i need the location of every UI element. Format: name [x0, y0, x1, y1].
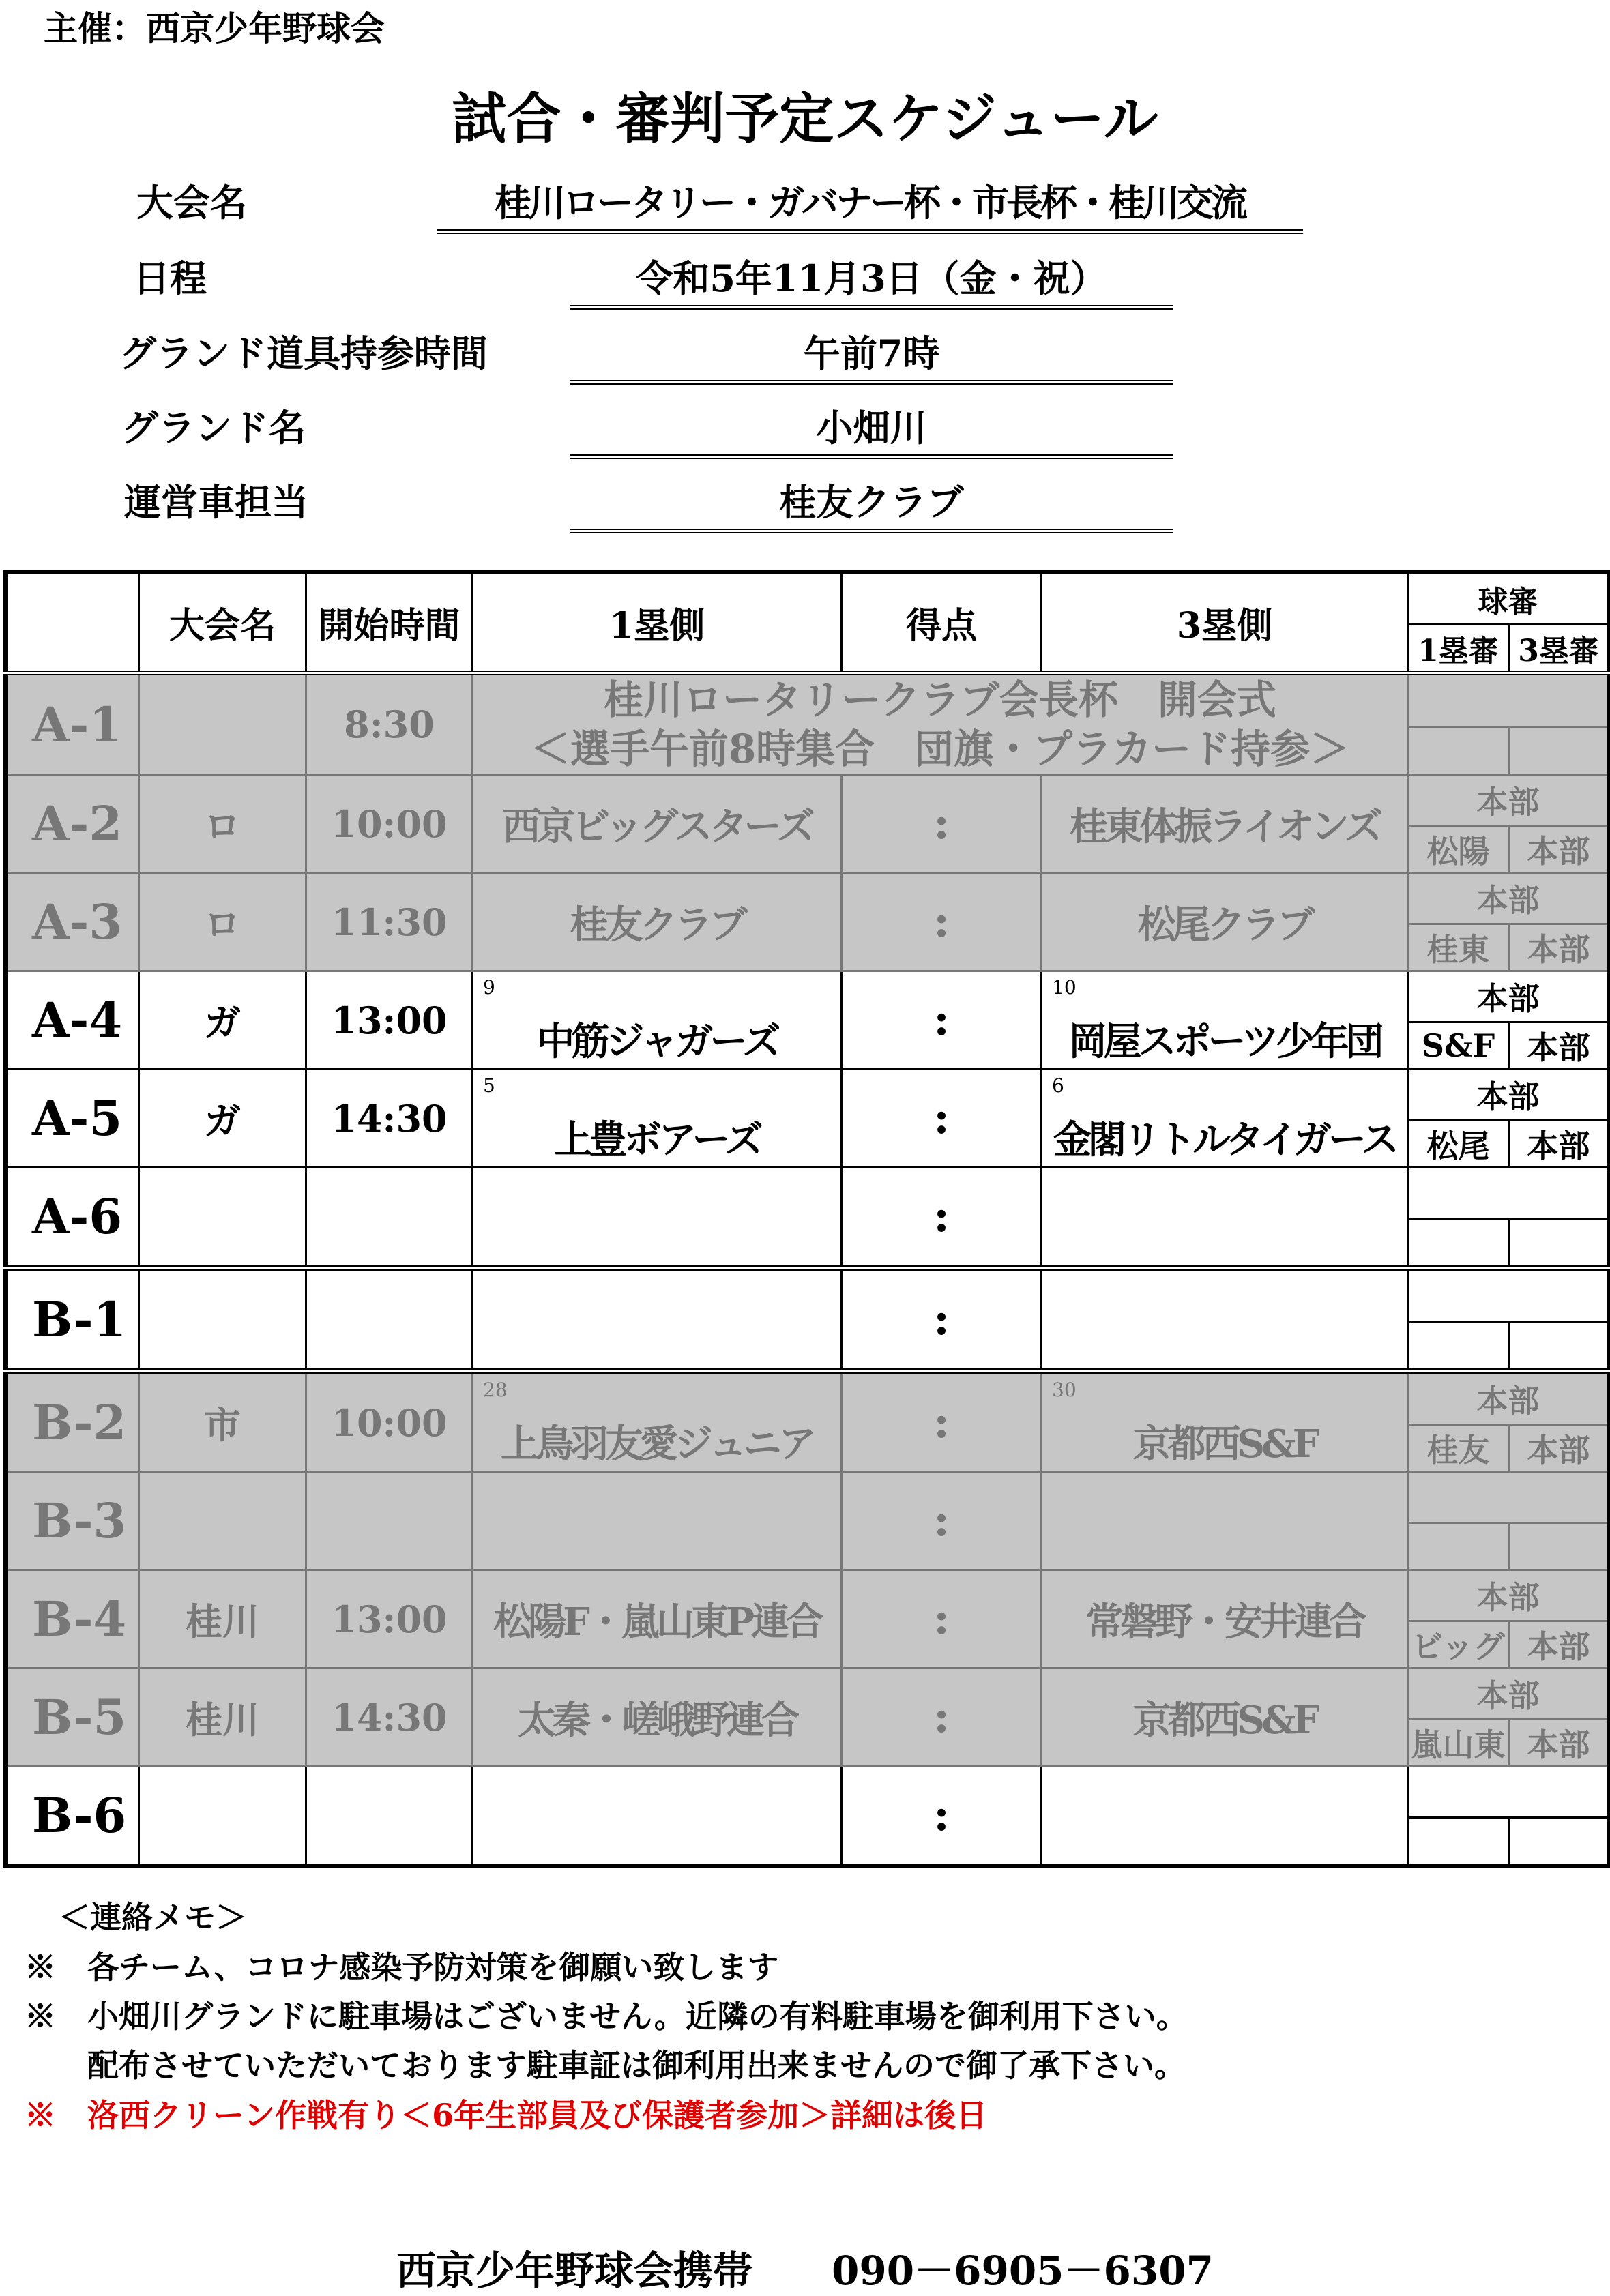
home-plate-umpire: 本部 [1408, 1570, 1610, 1621]
team-name: 中筋ジャガーズ [536, 1018, 778, 1064]
header-home-plate-umpire: 球審 [1408, 572, 1610, 625]
team-name: 岡屋スポーツ少年団 [1068, 1018, 1381, 1064]
first-base-umpire: 松陽 [1408, 826, 1509, 873]
game-start-time [306, 1472, 473, 1570]
third-base-umpire [1509, 726, 1610, 774]
seed-number: 6 [1052, 1074, 1064, 1097]
first-base-team [473, 873, 842, 971]
third-base-team [1042, 873, 1408, 971]
header-cup: 大会名 [139, 572, 306, 673]
first-base-team [473, 1070, 842, 1168]
memo-line: ※ 小畑川グランドに駐車場はございません。近隣の有料駐車場を御利用下さい。 [25, 1998, 1188, 2035]
team-name: 松尾クラブ [1137, 902, 1312, 947]
home-plate-umpire: 本部 [1408, 971, 1610, 1022]
third-base-umpire [1509, 1523, 1610, 1570]
first-base-team [473, 1472, 842, 1570]
table-row [5, 775, 1610, 826]
game-cup: ガ [139, 971, 306, 1070]
team-name: 西京ビッグスターズ [502, 804, 812, 849]
table-row [5, 1070, 1610, 1121]
seed-number: 9 [483, 976, 495, 999]
third-base-team [1042, 1767, 1408, 1866]
table-row [5, 971, 1610, 1022]
first-base-umpire: ビッグ [1408, 1621, 1509, 1668]
team-name: 京都西S&F [1132, 1697, 1317, 1743]
team-name: 上鳥羽友愛ジュニア [501, 1421, 813, 1467]
first-base-umpire [1408, 726, 1509, 774]
third-base-team [1042, 971, 1408, 1070]
third-base-team [1042, 1371, 1408, 1472]
first-base-umpire: 嵐山東 [1408, 1720, 1509, 1767]
header-first-base-side: 1塁側 [473, 572, 842, 673]
third-base-umpire: 本部 [1509, 1720, 1610, 1767]
first-base-team [473, 1268, 842, 1371]
game-id: A-3 [5, 873, 139, 971]
header-id [5, 572, 139, 673]
score-field[interactable]: : [842, 1472, 1042, 1570]
score-field[interactable]: : [842, 1070, 1042, 1168]
third-base-team [1042, 1168, 1408, 1269]
seed-number: 28 [483, 1379, 508, 1401]
score-field[interactable]: : [842, 1570, 1042, 1668]
table-row [5, 1570, 1610, 1621]
first-base-team [473, 1767, 842, 1866]
team-name: 金閣リトルタイガース [1053, 1117, 1396, 1162]
third-base-umpire: 本部 [1509, 1121, 1610, 1168]
table-row [5, 1668, 1610, 1720]
third-base-team [1042, 1570, 1408, 1668]
memo-line-highlight: ※ 洛西クリーン作戦有り＜6年生部員及び保護者参加＞詳細は後日 [25, 2097, 988, 2134]
opening-line: 桂川ロータリークラブ会長杯 開会式 [603, 677, 1276, 723]
footer-contact: 西京少年野球会携帯 090－6905－6307 [396, 2248, 1214, 2294]
first-base-umpire: 松尾 [1408, 1121, 1509, 1168]
third-base-team [1042, 1268, 1408, 1371]
score-field[interactable]: : [842, 1668, 1042, 1767]
first-base-umpire [1408, 1523, 1509, 1570]
third-base-umpire [1509, 1322, 1610, 1372]
team-name: 桂東体振ライオンズ [1070, 804, 1379, 849]
first-base-team [473, 1668, 842, 1767]
info-label-ground: グランド名 [121, 406, 306, 450]
game-cup [139, 1168, 306, 1269]
game-start-time: 13:00 [306, 1570, 473, 1668]
organizer-text: 主催：西京少年野球会 [44, 8, 385, 48]
header-third-base-umpire: 3塁審 [1509, 625, 1610, 673]
game-id: A-6 [5, 1168, 139, 1269]
table-row [5, 1268, 1610, 1322]
third-base-umpire: 本部 [1509, 1022, 1610, 1070]
table-row [5, 1472, 1610, 1523]
game-id: B-1 [5, 1268, 139, 1371]
game-start-time: 10:00 [306, 775, 473, 873]
opening-line: ＜選手午前8時集合 団旗・プラカード持参＞ [530, 726, 1350, 772]
header-start-time: 開始時間 [306, 572, 473, 673]
first-base-team [473, 1371, 842, 1472]
third-base-team [1042, 1070, 1408, 1168]
game-cup: ガ [139, 1070, 306, 1168]
third-base-umpire: 本部 [1509, 924, 1610, 971]
score-field[interactable]: : [842, 873, 1042, 971]
memo-heading: ＜連絡メモ＞ [59, 1899, 247, 1936]
team-name: 太秦・嵯峨野連合 [518, 1697, 796, 1743]
header-first-base-umpire: 1塁審 [1408, 625, 1509, 673]
game-id: A-4 [5, 971, 139, 1070]
score-field[interactable]: : [842, 1767, 1042, 1866]
game-id: B-5 [5, 1668, 139, 1767]
score-field[interactable]: : [842, 1371, 1042, 1472]
game-cup: 市 [139, 1371, 306, 1472]
seed-number: 30 [1052, 1379, 1077, 1401]
first-base-umpire: 桂東 [1408, 924, 1509, 971]
home-plate-umpire: 本部 [1408, 775, 1610, 826]
info-value-tournament: 桂川ロータリー・ガバナー杯・市長杯・桂川交流 [437, 174, 1303, 234]
first-base-team [473, 775, 842, 873]
table-row [5, 673, 1610, 727]
info-label-vehicle: 運営車担当 [124, 480, 308, 524]
third-base-umpire [1509, 1818, 1610, 1866]
team-name: 常磐野・安井連合 [1085, 1599, 1364, 1645]
home-plate-umpire [1408, 673, 1610, 727]
game-cup [139, 1472, 306, 1570]
info-label-date: 日程 [133, 256, 207, 300]
game-cup: ロ [139, 775, 306, 873]
home-plate-umpire [1408, 1168, 1610, 1219]
seed-number: 10 [1052, 976, 1077, 999]
home-plate-umpire [1408, 1268, 1610, 1322]
memo-line: 配布させていただいております駐車証は御利用出来ませんので御了承下さい。 [25, 2047, 1186, 2084]
seed-number: 5 [483, 1074, 495, 1097]
score-field[interactable]: : [842, 775, 1042, 873]
home-plate-umpire [1408, 1767, 1610, 1818]
third-base-umpire: 本部 [1509, 1425, 1610, 1472]
game-start-time [306, 1767, 473, 1866]
score-field[interactable]: : [842, 971, 1042, 1070]
first-base-umpire: 桂友 [1408, 1425, 1509, 1472]
team-name: 桂友クラブ [570, 902, 744, 947]
team-name: 上豊ボアーズ [554, 1117, 760, 1162]
score-field[interactable]: : [842, 1268, 1042, 1371]
game-id: A-1 [5, 673, 139, 775]
game-id: B-2 [5, 1371, 139, 1472]
third-base-team [1042, 775, 1408, 873]
team-name: 京都西S&F [1132, 1421, 1317, 1467]
team-name: 松陽F・嵐山東P連合 [493, 1599, 821, 1645]
score-field[interactable]: : [842, 1168, 1042, 1269]
home-plate-umpire: 本部 [1408, 1668, 1610, 1720]
home-plate-umpire: 本部 [1408, 873, 1610, 924]
game-id: A-2 [5, 775, 139, 873]
first-base-umpire [1408, 1818, 1509, 1866]
home-plate-umpire: 本部 [1408, 1371, 1610, 1425]
game-cup: 桂川 [139, 1570, 306, 1668]
third-base-team [1042, 1472, 1408, 1570]
third-base-umpire [1509, 1219, 1610, 1269]
first-base-umpire: S&F [1408, 1022, 1509, 1070]
game-start-time [306, 1168, 473, 1269]
game-cup [139, 673, 306, 775]
game-id: B-6 [5, 1767, 139, 1866]
first-base-team [473, 971, 842, 1070]
game-start-time: 8:30 [306, 673, 473, 775]
first-base-team [473, 1168, 842, 1269]
header-score: 得点 [842, 572, 1042, 673]
game-cup: 桂川 [139, 1668, 306, 1767]
first-base-team [473, 1570, 842, 1668]
header-third-base-side: 3塁側 [1042, 572, 1408, 673]
game-start-time: 14:30 [306, 1668, 473, 1767]
schedule-table [3, 570, 1610, 1868]
info-value-ground: 小畑川 [570, 399, 1173, 459]
table-row [5, 1168, 1610, 1219]
game-start-time: 10:00 [306, 1371, 473, 1472]
game-cup [139, 1268, 306, 1371]
first-base-umpire [1408, 1219, 1509, 1269]
page-title: 試合・審判予定スケジュール [452, 87, 1158, 151]
third-base-umpire: 本部 [1509, 1621, 1610, 1668]
info-value-equipment-time: 午前7時 [570, 325, 1173, 385]
game-id: B-3 [5, 1472, 139, 1570]
home-plate-umpire: 本部 [1408, 1070, 1610, 1121]
game-id: A-5 [5, 1070, 139, 1168]
memo-line: ※ 各チーム、コロナ感染予防対策を御願い致します [25, 1949, 779, 1986]
table-row [5, 873, 1610, 924]
info-value-vehicle: 桂友クラブ [570, 473, 1173, 533]
table-row [5, 1371, 1610, 1425]
info-label-tournament: 大会名 [136, 181, 247, 224]
table-row [5, 1767, 1610, 1818]
game-start-time: 13:00 [306, 971, 473, 1070]
game-cup: ロ [139, 873, 306, 971]
third-base-umpire: 本部 [1509, 826, 1610, 873]
home-plate-umpire [1408, 1472, 1610, 1523]
opening-ceremony-note [473, 673, 1408, 775]
game-id: B-4 [5, 1570, 139, 1668]
game-start-time: 14:30 [306, 1070, 473, 1168]
first-base-umpire [1408, 1322, 1509, 1372]
game-start-time: 11:30 [306, 873, 473, 971]
game-cup [139, 1767, 306, 1866]
game-start-time [306, 1268, 473, 1371]
third-base-team [1042, 1668, 1408, 1767]
info-label-equipment-time: グランド道具持参時間 [119, 332, 488, 375]
info-value-date: 令和5年11月3日（金・祝） [570, 250, 1173, 310]
